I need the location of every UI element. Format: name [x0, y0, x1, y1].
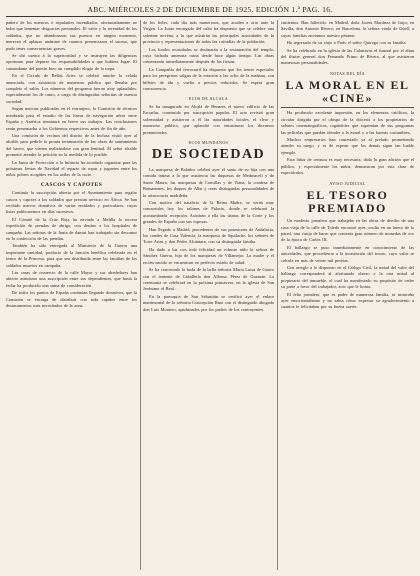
paragraph: Según noticias publicadas en el extranjero, la Comisión de técnicos nombrada para el estudio de las líneas de navegación aérea entre España y América terminará en breve sus trabajos. Las conclusiones serán presentadas a los Gobiernos respectivos antes de fin de año.: [6, 106, 137, 131]
paragraph: Los fondos recaudados se destinarán a la restauración del templo, cuya fachada amenaza ruina desde hace algún tiempo. Las obras comenzarán inmediatamente después de las fiestas.: [143, 46, 274, 65]
section-kicker: ECOS DE ALCALA: [188, 96, 229, 102]
page-header: ABC. MIÉRCOLES 2 DE DICIEMBRE DE 1925. EDICIÓN 1.ª PAG. 16.: [6, 3, 414, 17]
paragraph: Con arreglo a lo dispuesto en el Código Civil, la mitad del valor del hallazgo corresponderá al afortunado obrero y la otra mitad al propietario del inmueble, el cual ha manifestado su propósito de ceder su parte a favor del trabajador, acto que le honra.: [281, 264, 414, 290]
divider: [281, 107, 414, 108]
paragraph: Ha regresado de su viaje a París el señor Quiroga con su familia.: [287, 40, 407, 46]
sociedad-heading: DE SOCIEDAD: [151, 147, 266, 163]
paragraph: La marquesa de Bolaños celebró ayer el santo de su hija con una comida íntima a la que asistieron las duquesas de Medinaceli y de Santo Mauro, las marquesas de Comillas y de Viana, la condesa de Romanones, los duques de Alba y otras distinguidas personalidades de la aristocracia madrileña.: [143, 167, 274, 198]
paragraph: Han llegado a Madrid, procedentes de sus posesiones de Andalucía, los condes de Casa Valencia, la marquesa de Squilache, los señores de Torre Arias y don Pedro Alcántara, con su distinguida familia.: [143, 226, 274, 245]
paragraph: Ha dado a luz con toda felicidad un robusto niño la señora de Sánchez Guerra, hija de los marqueses de Villamejor. La madre y el recién nacido se encuentran en perfecto estado de salud.: [143, 246, 274, 265]
paragraph: Ha producido excelente impresión, en los elementos católicos, la circular dirigida por el obispo de la diócesis a los propietarios de salones cinematográficos, rogándoles que suprimían de sus programas las películas que puedan ofender a la moral y a las buenas costumbres.: [281, 110, 414, 135]
column-rule: [277, 20, 278, 570]
column-1: [6, 20, 137, 570]
paragraph: En el Círculo de Bellas Artes se celebró anoche la velada anunciada, con asistencia de numeroso público que llenaba por completo el salón. Los números del programa fueron muy aplaudidos, especialmente los de canto, a cargo de distinguidas señoritas de nuestra sociedad.: [6, 73, 137, 104]
moral-cine-heading: LA MORAL EN EL «CINE»: [285, 78, 410, 105]
paragraph: Se ha concertado la boda de la bella señorita María Luisa de Castro con el teniente de Caballería don Alfonso Pérez de Guzmán. La ceremonia se celebrará en la próxima primavera, en la iglesia de San Jerónimo el Real.: [143, 267, 274, 292]
paragraph: También ha sido entregada al Ministerio de la Guerra una importante cantidad, producto de la función benéfica celebrada en el teatro de la Princesa, para que sea distribuida entre las familias de los soldados muertos en campaña.: [6, 243, 137, 268]
section-subheading: CASCOS Y CAPOTES: [40, 181, 103, 188]
paragraph: Se dió cuenta á la superioridad y se instruyen las diligencias oportunas para depurar las responsabilidades a que hubiera lugar. El comandante del puesto hizo un cumplido elogio de la tropa.: [6, 53, 137, 71]
paragraph: La Compañía del ferrocarril ha dispuesto que los trenes especiales para los peregrinos salgan de la estación a las ocho de la mañana, con billetes de ida y vuelta a precios reducidos. Se espera gran concurrencia.: [143, 66, 274, 92]
paragraph: El hallazgo se puso inmediatamente en conocimiento de las autoridades, que procedieron a la incautación del tesoro, cuyo valor se calcula en más de veinte mil pesetas.: [281, 244, 414, 263]
paragraph: Con motivo del natalicio de la Reina Madre, se verán muy concurridos hoy los salones de Palacio, donde se celebrará la acostumbrada recepción. Asistirán a ella las damas de la Corte y los grandes de España con sus esposas.: [143, 200, 274, 225]
paragraph: En la parroquia de San Sebastián se verificó ayer el enlace matrimonial de la señorita Concepción Ruiz con el distinguido abogado don Luis Montero, apadrinados por los padres de los contrayentes.: [143, 293, 274, 312]
column-3: [281, 20, 414, 570]
paragraph: La Junta de Protección a la Infancia ha acordado organizar para las próximas fiestas de Navidad el reparto de ropas y juguetes entre los niños pobres acogidos en los asilos de la corte.: [6, 159, 137, 178]
paragraph: Una comisión de vecinos del distrito de la Inclusa visitó ayer al alcalde para pedirle la pronta terminación de las obras de saneamiento del barrio, que vienen realizándose con gran lentitud. El señor alcalde prometió atender la petición en la medida de lo posible.: [6, 132, 137, 158]
tesoro-premiado-heading: EL TESORO PREMIADO: [306, 187, 389, 215]
paragraph: Muchos empresarios han contestado ya al prelado prometiendo atender su ruego, y es de esperar que los demás sigan tan loable ejemplo.: [281, 137, 414, 155]
paragraph: El Comité de la Cruz Roja ha enviado a Melilla la tercera expedición de prendas de abrigo, con destino a los hospitales de campaña. Las señoras de la Junta de damas han trabajado sin descanso en la confección de las prendas.: [6, 216, 137, 241]
section-kicker: NOTAS DEL DÍA: [330, 70, 365, 76]
paragraph: cimientos. Han fallecido: en Madrid, doña Josefa Martínez de Irujo; en Sevilla, don Antonio Rivero; en Barcelona, la señora viuda de Güell, a cuyas familias enviamos nuestro pésame.: [281, 20, 414, 38]
column-2: [143, 20, 274, 570]
paragraph: Continúa la suscripción abierta por el Ayuntamiento para regalar cascos y capotes a los soldados que prestan servicio en África. Se han recibido nuevos donativos de varias entidades y particulares, cuyas listas publicaremos en días sucesivos.: [6, 190, 137, 215]
paragraph: Las casas de comercio de la calle Mayor y sus alrededores han abierto asimismo una suscripción entre sus dependientes, que hasta la fecha ha producido una suma de consideración.: [6, 270, 137, 288]
paragraph: Se ha inaugurado en Alcalá de Henares el nuevo edificio de las Escuelas, construido por suscripción popular. El acto revistió gran solemnidad y asistieron a él las autoridades locales, el clero y numeroso público, que aplaudió con entusiasmo los discursos pronunciados.: [143, 103, 274, 135]
paragraph: pañero de los nuestros ó tripulantes incendiados, afortunadamente no hubo que lamentar desgracias personales. El valor y la serenidad de los soldados, que no abandonaron sus puestos en ningún momento, merecen el aplauso unánime de cuantos presenciaron el suceso, que pudo tener consecuencias graves.: [6, 20, 137, 51]
column-rule: [140, 20, 141, 570]
paragraph: De todos los puntos de España continúan llegando donativos, que la Comisión se encarga de distribuir con toda rapidez entre los destacamentos más necesitados de la zona.: [6, 290, 137, 309]
section-kicker: ECOS MUNDANOS: [188, 139, 229, 145]
paragraph: El feliz jornalero, que es padre de numerosa familia, se mostraba ayer emocionadísimo y no sabía cómo expresar su agradecimiento a cuantos le felicitaban por su buena suerte.: [281, 291, 414, 310]
paragraph: Un modesto jornalero que trabajaba en las obras de derribo de una casa vieja de la calle de Toledo encontró ayer, oculta en un hueco de la pared, una vasija de barro que contenía gran número de monedas de oro de la época de Carlos III.: [281, 218, 414, 243]
paragraph: Se ha celebrado en la iglesia de las Calatravas el funeral por el alma del ilustre general don Fernando Primo de Rivera, al que asistieron numerosas personalidades.: [281, 47, 414, 66]
section-kicker: AVISO JUDICIAL: [329, 180, 366, 186]
paragraph: Esta labor de censura es muy necesaria, dada la gran afición que el público, y especialmente los niños, demuestran por esta clase de espectáculos.: [281, 157, 414, 176]
paragraph: de los fieles, cada día más numerosos, que acuden a orar ante la Virgen. La Junta encargada del culto ha dispuesto que se celebre una solemne novena, a la que asistirán las principales autoridades de la provincia y representaciones de todas las cofradías de la población.: [143, 20, 274, 45]
